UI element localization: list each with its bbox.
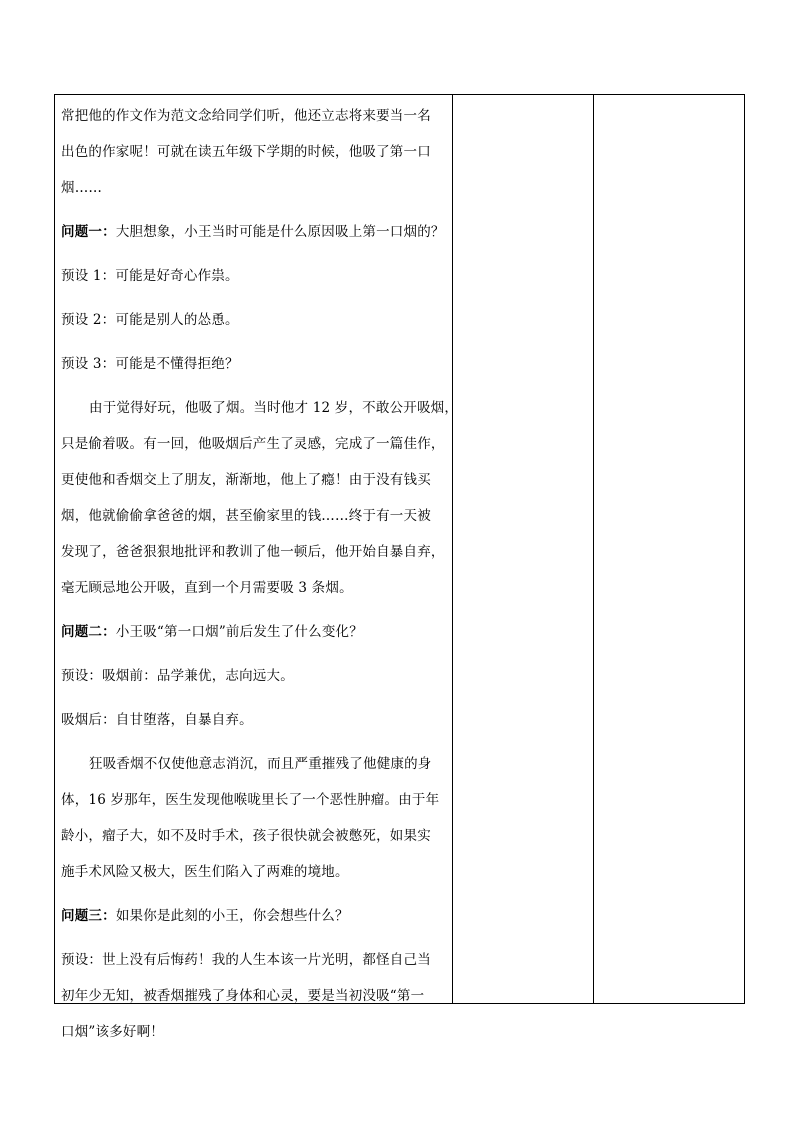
text-line: 龄小，瘤子大，如不及时手术，孩子很快就会被憋死，如果实 (61, 828, 431, 844)
question-label: 问题二： (61, 624, 116, 640)
text-line: 由于觉得好玩，他吸了烟。当时他才 12 岁，不敢公开吸烟， (89, 400, 459, 416)
text-line: 更使他和香烟交上了朋友，渐渐地，他上了瘾！由于没有钱买 (61, 472, 431, 488)
text-line: 施手术风险又极大，医生们陷入了两难的境地。 (61, 864, 349, 880)
text-line: 预设：世上没有后悔药！我的人生本该一片光明，都怪自己当 (61, 952, 431, 968)
main-content-column (61, 95, 459, 1050)
column-divider (593, 95, 594, 1003)
question-three (61, 898, 447, 934)
preset-paragraph (61, 942, 447, 1050)
text-line: 只是偷着吸。有一回，他吸烟后产生了灵感，完成了一篇佳作， (61, 436, 445, 452)
question-one (61, 214, 447, 250)
preset-item: 预设 3：可能是不懂得拒绝？ (61, 356, 239, 372)
text-line: 口烟”该多好啊！ (61, 1024, 165, 1040)
lesson-table (54, 94, 745, 1040)
question-text: 小王吸“第一口烟”前后发生了什么变化？ (115, 624, 363, 640)
text-line: 狂吸香烟不仅使他意志消沉，而且严重摧残了他健康的身 (89, 756, 432, 772)
text-line: 体，16 岁那年，医生发现他喉咙里长了一个恶性肿瘤。由于年 (61, 792, 440, 808)
question-label: 问题一： (61, 224, 116, 240)
question-text: 如果你是此刻的小王，你会想些什么？ (115, 908, 349, 924)
text-line: 发现了，爸爸狠狠地批评和教训了他一顿后，他开始自暴自弃， (61, 544, 445, 560)
preset-item: 预设 1：可能是好奇心作祟。 (61, 268, 239, 284)
preset-item: 预设 2：可能是别人的怂恿。 (61, 312, 239, 328)
question-text: 大胆想象，小王当时可能是什么原因吸上第一口烟的？ (115, 224, 445, 240)
text-line: 烟，他就偷偷拿爸爸的烟，甚至偷家里的钱……终于有一天被 (61, 508, 431, 524)
text-line: 常把他的作文作为范文念给同学们听，他还立志将来要当一名 (61, 108, 431, 124)
story-paragraph (61, 390, 459, 606)
preset-item: 吸烟后：自甘堕落，自暴自弃。 (61, 712, 253, 728)
story-paragraph (61, 746, 447, 890)
text-line: 初年少无知，被香烟摧残了身体和心灵，要是当初没吸“第一 (61, 988, 425, 1004)
preset-item: 预设：吸烟前：品学兼优，志向远大。 (61, 668, 294, 684)
question-label: 问题三： (61, 908, 116, 924)
text-line: 毫无顾忌地公开吸，直到一个月需要吸 3 条烟。 (61, 580, 353, 596)
text-line: 出色的作家呢！可就在读五年级下学期的时候，他吸了第一口 (61, 144, 431, 160)
question-two (61, 614, 447, 650)
text-line: 烟…… (61, 180, 103, 196)
intro-paragraph (61, 98, 447, 206)
column-divider (452, 95, 453, 1003)
